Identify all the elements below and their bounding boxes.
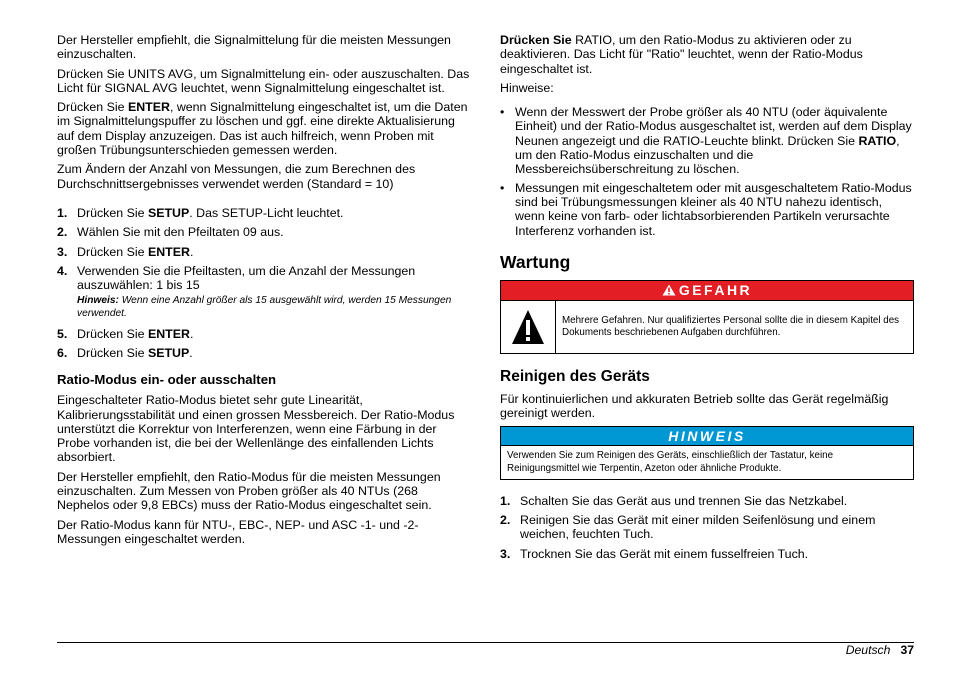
step-number: 2. (57, 225, 68, 240)
section-heading-reinigen: Reinigen des Geräts (500, 367, 650, 385)
key-setup: SETUP (147, 205, 190, 220)
page-number: 37 (900, 643, 914, 657)
danger-icon-cell (501, 301, 556, 353)
notice-message: Verwenden Sie zum Reinigen des Geräts, einschließlich der Tastatur, keine Reinigungsmittel wie Terpentin, Azeton oder ähnliche Produkte. (507, 450, 834, 474)
step-number: 2. (500, 513, 511, 528)
step-text (77, 206, 470, 220)
bullet-text: Messungen mit eingeschaltetem oder mit ausgeschaltetem Ratio-Modus sind bei Trübungsmessungen kleiner als 40 NTU nahezu identisch, wenn keine von farb- oder lichtabsorbierenden Partikeln verursachte Interferenz vorhanden ist. (515, 180, 912, 238)
step-number: 4. (57, 263, 68, 278)
step-6 (57, 346, 470, 360)
paragraph-ratio-press (500, 33, 914, 76)
step-text: Wählen Sie mit den Pfeiltaten 09 aus. (77, 225, 284, 240)
text: . Das SETUP-Licht leuchtet. (189, 205, 344, 220)
step-number: 6. (57, 345, 68, 360)
note (77, 295, 470, 320)
right-column (500, 33, 914, 566)
step-1 (57, 206, 470, 220)
key-setup: SETUP (147, 345, 190, 360)
bullet-mark: • (500, 105, 505, 120)
paragraph-ratio-modes: Der Ratio-Modus kann für NTU-, EBC-, NEP- und ASC -1- und -2-Messungen eingeschaltet werden. (57, 517, 419, 546)
cleaning-step-1 (500, 494, 914, 508)
paragraph-enter (57, 100, 470, 157)
key-enter: ENTER (127, 100, 170, 115)
text: Drücken Sie (57, 100, 128, 115)
step-3 (57, 245, 470, 259)
step-text: Reinigen Sie das Gerät mit einer milden Seifenlösung und einem weichen, feuchten Tuch. (520, 513, 876, 542)
hinweise-label: Hinweise: (500, 80, 554, 95)
key-enter: ENTER (147, 326, 190, 341)
text: , um den Ratio-Modus einzuschalten und die Messbereichsüberschreitung zu löschen. (515, 133, 900, 177)
step-number: 1. (500, 493, 511, 508)
text: Wenn der Messwert der Probe größer als 40 NTU (oder äquivalente Einheit) und der Ratio-Modus ausgeschaltet ist, werden auf dem Display Neunen angezeigt und die RATIO-Leuchte blinkt. Drücken Sie (515, 105, 912, 148)
ratio-mode-heading: Ratio-Modus ein- oder ausschalten (57, 372, 277, 388)
cleaning-step-3 (500, 547, 914, 561)
paragraph-ratio-recommend: Der Hersteller empfiehlt, den Ratio-Modus für die meisten Messungen einzuschalten. Zum Messen von Proben größer als 40 NTUs (268 Nephelos oder 9,8 EBCs) muss der Ratio-Modus eingeschaltet sein. (57, 469, 441, 513)
step-text: Trocknen Sie das Gerät mit einem fusselfreien Tuch. (520, 546, 809, 561)
paragraph-ratio-linearity: Eingeschalteter Ratio-Modus bietet sehr gute Linearität, Kalibrierungsstabilität und einen grossen Messbereich. Der Ratio-Modus unterstützt die Korrektur von Interferenzen, wenn eine Färbung in der Probe vorhanden ist, die bei der Wellenlänge des einfallenden Lichts absorbiert. (57, 393, 455, 465)
step-4 (57, 264, 470, 293)
paragraph-reinigen: Für kontinuierlichen und akkuraten Betrieb sollte das Gerät regelmäßig gereinigt werden. (500, 391, 889, 421)
footer-rule (57, 642, 914, 643)
bullet-item (500, 105, 914, 176)
danger-label: GEFAHR (678, 281, 753, 298)
danger-body (501, 301, 913, 353)
paragraph-units-avg: Drücken Sie UNITS AVG, um Signalmittelung ein- oder auszuschalten. Das Licht für SIGNAL AVG leuchtet, wenn Signalmittelung eingeschaltet ist. (57, 66, 470, 95)
page-footer (846, 643, 914, 657)
text: Drücken Sie (77, 326, 148, 341)
text: . (189, 326, 194, 341)
danger-header (501, 281, 913, 301)
key-ratio: RATIO (858, 133, 897, 148)
step-text (77, 327, 470, 341)
text: Drücken Sie (77, 345, 148, 360)
step-text (77, 346, 470, 360)
step-number: 3. (500, 546, 511, 561)
notice-header: HINWEIS (501, 427, 913, 446)
step-text: Schalten Sie das Gerät aus und trennen Sie das Netzkabel. (520, 493, 848, 508)
text-bold: Drücken Sie (500, 33, 572, 47)
text: Drücken Sie (77, 205, 148, 220)
step-5 (57, 327, 470, 341)
danger-box (500, 280, 914, 354)
paragraph-change-count: Zum Ändern der Anzahl von Messungen, die zum Berechnen des Durchschnittsergebnisses verwendet werden (Standard = 10) (57, 162, 416, 191)
notice-box (500, 426, 914, 479)
warning-triangle-icon (511, 309, 545, 345)
text: , wenn Signalmittelung eingeschaltet ist, um die Daten im Signalmittelungspuffer zu löschen und ggf. eine direkte Aktualisierung auf dem Display anzuzeigen. Das ist auch hilfreich, wenn Proben mit großen Trübungsunterschieden gemessen werden. (57, 100, 468, 158)
cleaning-step-2 (500, 513, 914, 542)
note-label: Hinweis: (77, 295, 119, 307)
step-number: 1. (57, 205, 68, 220)
step-text (77, 245, 470, 259)
danger-message: Mehrere Gefahren. Nur qualifiziertes Personal sollte die in diesem Kapitel des Dokuments beschriebenen Aufgaben durchführen. (562, 314, 900, 338)
text: . (189, 345, 193, 360)
bullet-text (515, 105, 914, 176)
step-number: 3. (57, 244, 68, 259)
note-text: Wenn eine Anzahl größer als 15 ausgewählt wird, werden 15 Messungen verwendet. (77, 295, 452, 320)
warning-triangle-icon (662, 284, 676, 296)
bullet-item (500, 181, 914, 238)
step-text: Verwenden Sie die Pfeiltasten, um die Anzahl der Messungen auszuwählen: 1 bis 15 (77, 263, 416, 293)
text: Drücken Sie (77, 244, 148, 259)
step-number: 5. (57, 326, 68, 341)
key-enter: ENTER (147, 244, 190, 259)
text: . (189, 244, 194, 259)
section-heading-wartung: Wartung (500, 251, 571, 272)
step-2 (57, 225, 470, 239)
footer-language: Deutsch (845, 643, 891, 657)
text: RATIO, um den Ratio-Modus zu aktivieren oder zu deaktivieren. Das Licht für "Ratio" leuchtet, wenn der Ratio-Modus eingeschaltet ist. (500, 33, 863, 76)
paragraph-signal-avg-recommend: Der Hersteller empfiehlt, die Signalmittelung für die meisten Messungen einzuschalten. (57, 33, 451, 62)
bullet-mark: • (500, 180, 505, 195)
left-column (57, 33, 470, 551)
